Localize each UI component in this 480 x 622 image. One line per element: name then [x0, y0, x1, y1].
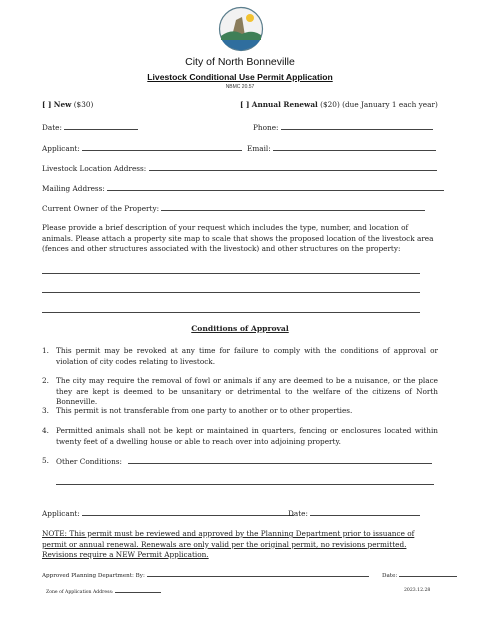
form-version: 2023.12.28 — [404, 588, 431, 593]
new-fee: ($30) — [73, 100, 94, 109]
new-label: New — [53, 100, 72, 109]
condition-item — [42, 406, 438, 417]
applicant-label: Applicant: — [42, 144, 80, 153]
zone-blank[interactable] — [115, 588, 161, 593]
applicant-field[interactable] — [42, 143, 242, 153]
email-label: Email: — [247, 144, 271, 153]
code-reference: NBMC 20.57 — [225, 84, 255, 90]
condition-number: 3. — [42, 406, 49, 415]
other-conditions-line[interactable] — [56, 484, 434, 485]
new-checkbox[interactable]: [ ] — [42, 100, 52, 109]
other-conditions-blank[interactable] — [128, 456, 432, 464]
condition-number: 5. — [42, 456, 49, 465]
approved-date-field[interactable] — [382, 571, 457, 579]
city-logo — [218, 6, 264, 52]
date-field[interactable] — [42, 122, 138, 132]
renewal-fee: ($20) (due January 1 each year) — [320, 100, 438, 109]
phone-field[interactable] — [253, 122, 433, 132]
approved-blank[interactable] — [147, 571, 369, 577]
phone-blank[interactable] — [281, 122, 433, 130]
applicant-signature-blank[interactable] — [82, 508, 294, 516]
condition-text: Permitted animals shall not be kept or maintained in quarters, fencing or enclosures located within twenty feet of a dwelling house or able to reach over into adjoining property. — [56, 426, 438, 446]
approved-field[interactable] — [42, 571, 369, 579]
condition-number: 1. — [42, 346, 49, 355]
approved-label: Approved Planning Department: By: — [42, 573, 145, 579]
mailing-address-blank[interactable] — [107, 183, 444, 191]
condition-item — [42, 426, 438, 447]
applicant-signature-label: Applicant: — [42, 509, 80, 518]
renewal-label: Annual Renewal — [251, 100, 318, 109]
renewal-checkbox[interactable]: [ ] — [240, 100, 250, 109]
current-owner-blank[interactable] — [161, 203, 425, 211]
description-line[interactable] — [42, 312, 420, 313]
condition-text: This permit is not transferable from one party to another or to other properties. — [56, 406, 353, 415]
city-name: City of North Bonneville — [185, 56, 295, 68]
form-title: Livestock Conditional Use Permit Application — [147, 72, 333, 82]
conditions-title: Conditions of Approval — [191, 324, 289, 333]
condition-text: The city may require the removal of fowl or animals if any are deemed to be a nuisance, or the place they are kept is deemed to be unsanitary or detrimental to the welfare of the citizens of North Bonneville. — [56, 376, 438, 406]
new-option[interactable] — [42, 100, 93, 109]
mailing-address-field[interactable] — [42, 183, 444, 193]
email-field[interactable] — [247, 143, 436, 153]
signature-date-blank[interactable] — [310, 508, 420, 516]
applicant-signature-field[interactable] — [42, 508, 294, 518]
signature-date-label: Date: — [288, 509, 308, 518]
email-blank[interactable] — [273, 143, 436, 151]
condition-text: This permit may be revoked at any time for failure to comply with the conditions of approval or violation of city codes relating to livestock. — [56, 346, 438, 366]
condition-item — [42, 346, 438, 367]
condition-item — [42, 376, 438, 408]
date-label: Date: — [42, 123, 62, 132]
approval-note: NOTE: This permit must be reviewed and approved by the Planning Department prior to issuance of permit or annual renewal. Renewals are only valid per the original permit, no revisions permitted. Revisions require a NEW Permit Application. — [42, 529, 415, 559]
condition-item[interactable] — [42, 456, 438, 468]
renewal-option[interactable] — [240, 100, 438, 109]
description-instructions: Please provide a brief description of your request which includes the type, number, and location of animals. Please attach a property site map to scale that shows the proposed location of the livestock area (fences and other structures associated with the livestock) and other structures on the property: — [42, 223, 434, 253]
livestock-location-field[interactable] — [42, 163, 437, 173]
description-line[interactable] — [42, 292, 420, 293]
zone-label: Zone of Application Address: — [46, 590, 114, 595]
description-line[interactable] — [42, 273, 420, 274]
condition-number: 2. — [42, 376, 49, 385]
phone-label: Phone: — [253, 123, 279, 132]
signature-date-field[interactable] — [288, 508, 420, 518]
current-owner-label: Current Owner of the Property: — [42, 204, 160, 213]
condition-number: 4. — [42, 426, 49, 435]
condition-text: Other Conditions: — [56, 457, 122, 466]
approved-date-label: Date: — [382, 573, 398, 579]
date-blank[interactable] — [64, 122, 138, 130]
mailing-address-label: Mailing Address: — [42, 184, 105, 193]
livestock-location-blank[interactable] — [149, 163, 437, 171]
applicant-blank[interactable] — [82, 143, 242, 151]
current-owner-field[interactable] — [42, 203, 425, 213]
approved-date-blank[interactable] — [399, 571, 457, 577]
livestock-location-label: Livestock Location Address: — [42, 164, 147, 173]
zone-field[interactable] — [46, 588, 161, 595]
